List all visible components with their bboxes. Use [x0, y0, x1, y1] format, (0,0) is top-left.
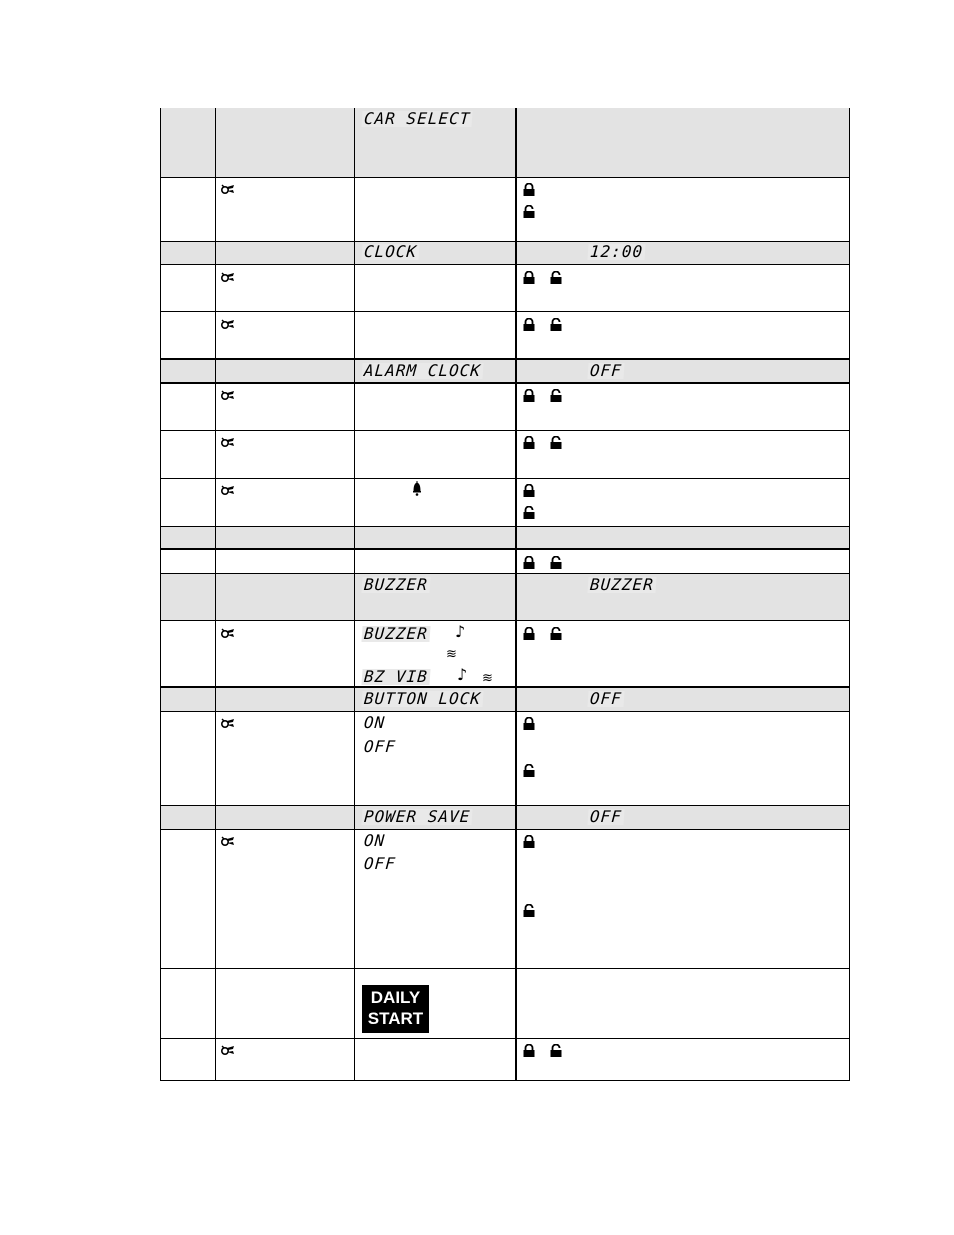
- lcd-buzzer-default: BUZZER: [589, 575, 655, 594]
- lcd-bz-vib-option: BZ VIB: [363, 667, 429, 686]
- lcd-clock-default: 12:00: [589, 242, 644, 261]
- lcd-buzzer: BUZZER: [363, 575, 429, 594]
- vibrate-icon: ≋: [446, 647, 457, 662]
- row-clock: [161, 242, 849, 265]
- car-remote-icon: [221, 485, 235, 496]
- row-alarm-minutes: [161, 431, 849, 479]
- lock-icon: [523, 318, 535, 331]
- car-remote-icon: [221, 718, 235, 729]
- lcd-power-save: POWER SAVE: [363, 807, 472, 826]
- unlock-icon: [550, 627, 562, 640]
- lcd-clock: CLOCK: [363, 242, 418, 261]
- row-button-lock-options: [161, 712, 849, 806]
- lock-icon: [523, 389, 535, 402]
- lock-icon: [523, 183, 535, 196]
- lcd-car-select: CAR SELECT: [363, 109, 472, 128]
- unlock-icon: [550, 389, 562, 402]
- music-note-icon: ♪: [457, 665, 468, 684]
- column-divider: [215, 108, 216, 1080]
- daily-start-line1: DAILY: [370, 988, 421, 1007]
- car-remote-icon: [221, 390, 235, 401]
- unlock-icon: [550, 436, 562, 449]
- unlock-icon: [523, 904, 535, 917]
- lcd-button-lock-off: OFF: [363, 737, 397, 756]
- unlock-icon: [523, 205, 535, 218]
- row-power-save: [161, 806, 849, 830]
- car-remote-icon: [221, 272, 235, 283]
- row-alarm-bell: [161, 479, 849, 527]
- column-divider: [354, 108, 355, 1080]
- car-remote-icon: [221, 437, 235, 448]
- row-buzzer: [161, 574, 849, 621]
- daily-start-badge: [362, 985, 429, 1033]
- row-clock-hours: [161, 265, 849, 312]
- settings-table: [160, 108, 850, 1081]
- row-daily-start: [161, 969, 849, 1039]
- lock-icon: [523, 835, 535, 848]
- vibrate-icon: ≋: [482, 671, 493, 686]
- unlock-icon: [550, 318, 562, 331]
- row-daily-start-options: [161, 1039, 849, 1080]
- lcd-alarm-default: OFF: [589, 361, 623, 380]
- row-blank: [161, 527, 849, 550]
- car-remote-icon: [221, 184, 235, 195]
- unlock-icon: [550, 556, 562, 569]
- column-divider: [515, 108, 517, 1080]
- lcd-button-lock: BUTTON LOCK: [363, 689, 482, 708]
- lcd-alarm-clock: ALARM CLOCK: [363, 361, 482, 380]
- lock-icon: [523, 717, 535, 730]
- lcd-buzzer-option: BUZZER: [363, 624, 429, 643]
- unlock-icon: [550, 1044, 562, 1057]
- row-blank-options: [161, 550, 849, 574]
- unlock-icon: [550, 271, 562, 284]
- daily-start-line2: START: [367, 1009, 424, 1028]
- row-car-select: [161, 108, 849, 178]
- row-alarm-clock: [161, 360, 849, 384]
- lock-icon: [523, 556, 535, 569]
- row-clock-minutes: [161, 312, 849, 360]
- unlock-icon: [523, 506, 535, 519]
- row-power-save-options: [161, 830, 849, 969]
- bell-icon: [412, 480, 422, 496]
- row-car-select-options: [161, 178, 849, 242]
- car-remote-icon: [221, 628, 235, 639]
- car-remote-icon: [221, 836, 235, 847]
- car-remote-icon: [221, 1045, 235, 1056]
- car-remote-icon: [221, 319, 235, 330]
- lcd-power-save-default: OFF: [589, 807, 623, 826]
- lcd-power-save-on: ON: [363, 831, 386, 850]
- lock-icon: [523, 484, 535, 497]
- lock-icon: [523, 271, 535, 284]
- lcd-button-lock-on: ON: [363, 713, 386, 732]
- row-buzzer-options: [161, 621, 849, 688]
- music-note-icon: ♪: [455, 622, 466, 641]
- row-button-lock: [161, 688, 849, 712]
- lcd-button-lock-default: OFF: [589, 689, 623, 708]
- lcd-power-save-off: OFF: [363, 854, 397, 873]
- lock-icon: [523, 1044, 535, 1057]
- unlock-icon: [523, 764, 535, 777]
- lock-icon: [523, 436, 535, 449]
- lock-icon: [523, 627, 535, 640]
- row-alarm-hours: [161, 384, 849, 431]
